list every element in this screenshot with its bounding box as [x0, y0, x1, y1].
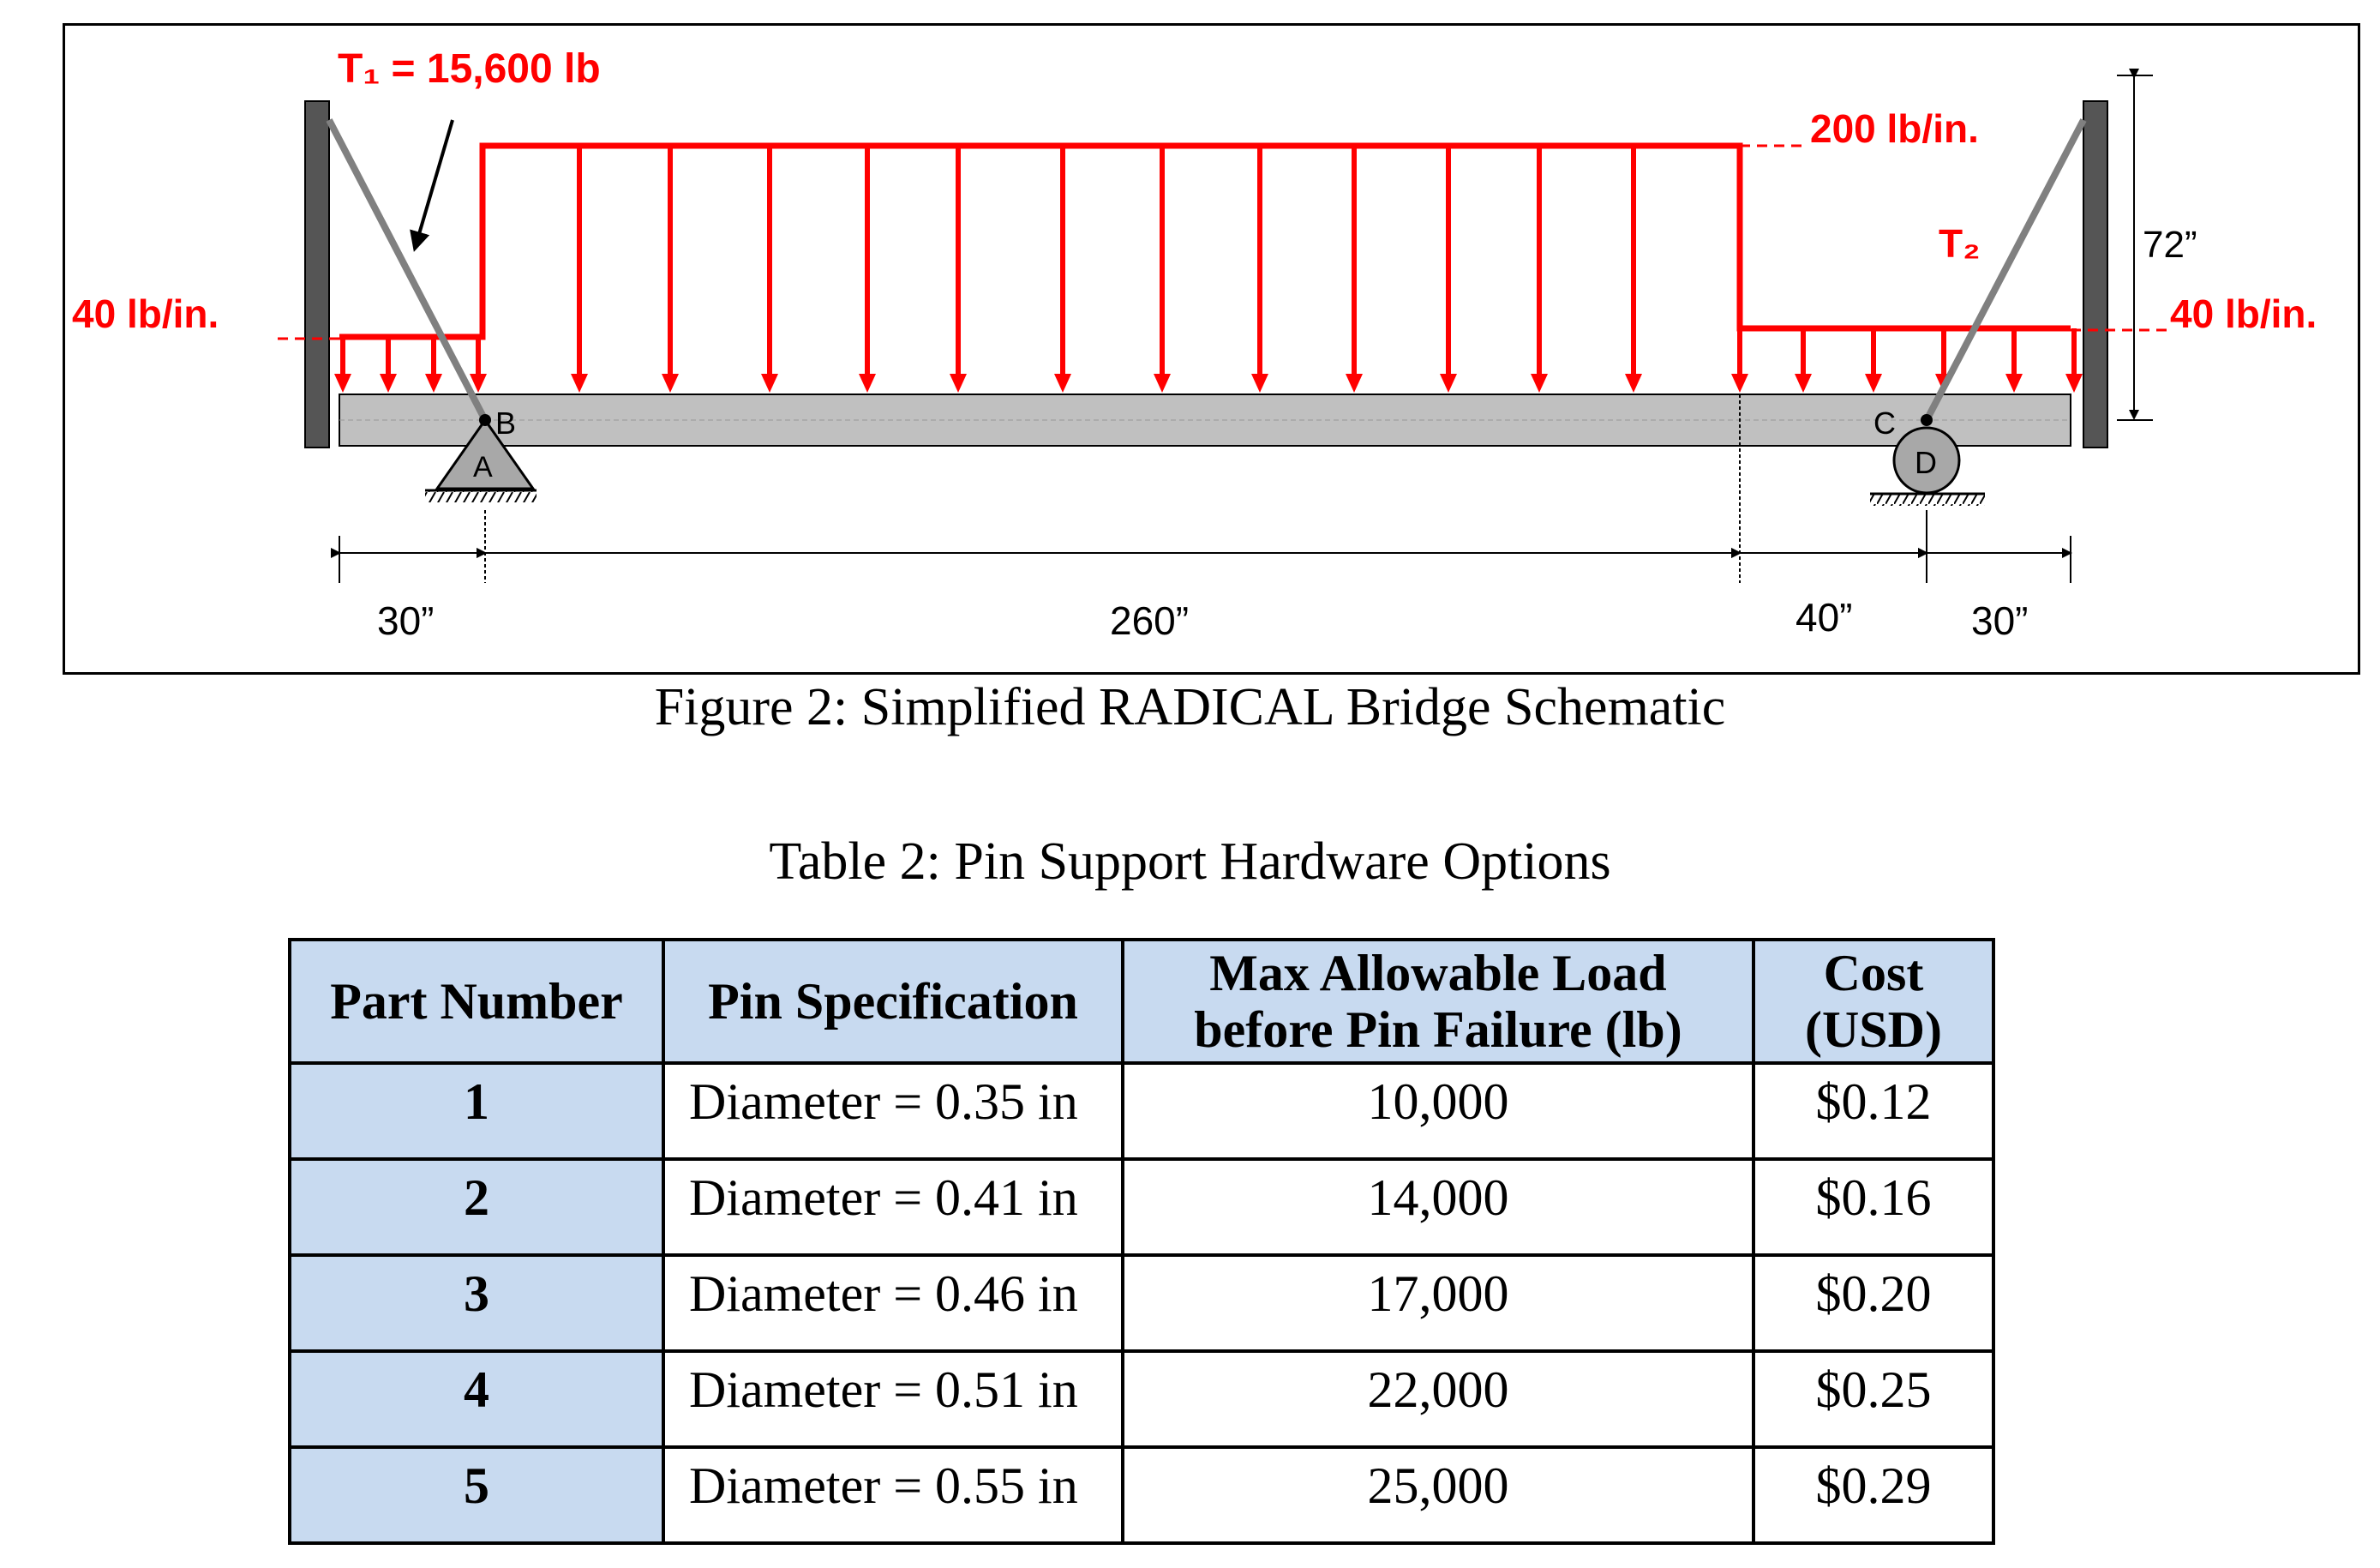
- cell-cost: $0.25: [1754, 1351, 1993, 1447]
- cell-spec: Diameter = 0.46 in: [663, 1255, 1123, 1351]
- distributed-load: [339, 146, 2071, 337]
- pin-hardware-table: [288, 938, 1995, 1545]
- cell-spec: Diameter = 0.55 in: [663, 1447, 1123, 1543]
- cell-spec: Diameter = 0.51 in: [663, 1351, 1123, 1447]
- load-arrow-head: [1154, 374, 1171, 393]
- load-arrow-head: [859, 374, 876, 393]
- load-arrow-head: [1346, 374, 1363, 393]
- load-arrow-head: [1531, 374, 1548, 393]
- load-arrow-head: [950, 374, 967, 393]
- dim-30-left: 30”: [377, 598, 435, 643]
- header-max-load-line1: Max Allowable Load: [1209, 945, 1667, 1001]
- cell-load: 22,000: [1123, 1351, 1754, 1447]
- point-c-label: C: [1873, 406, 1896, 441]
- cell-part: 1: [290, 1063, 663, 1159]
- header-max-load-line2: before Pin Failure (lb): [1194, 1001, 1682, 1058]
- load-arrow-head: [1625, 374, 1642, 393]
- point-b: [479, 414, 491, 426]
- table-row: [290, 1063, 1993, 1159]
- cell-spec: Diameter = 0.41 in: [663, 1159, 1123, 1255]
- point-a-label: A: [473, 451, 493, 484]
- load-arrow-head: [662, 374, 679, 393]
- load-arrow-head: [2065, 374, 2083, 393]
- table-row: [290, 1351, 1993, 1447]
- load-arrow-head: [1795, 374, 1812, 393]
- load-arrow-head: [334, 374, 351, 393]
- figure-caption: Figure 2: Simplified RADICAL Bridge Schematic: [654, 678, 1726, 736]
- cable-t2: [1927, 120, 2083, 420]
- load-arrow-head: [761, 374, 778, 393]
- load-arrow-head: [1731, 374, 1748, 393]
- dim-260: 260”: [1110, 598, 1190, 643]
- left-wall: [305, 101, 329, 448]
- load-arrow-head: [425, 374, 442, 393]
- cell-cost: $0.20: [1754, 1255, 1993, 1351]
- load-arrow-head: [380, 374, 397, 393]
- point-c: [1921, 414, 1933, 426]
- bridge-schematic: [0, 0, 2380, 686]
- header-max-load: [1123, 940, 1754, 1063]
- header-cost: [1754, 940, 1993, 1063]
- cell-part: 5: [290, 1447, 663, 1543]
- cell-load: 17,000: [1123, 1255, 1754, 1351]
- t1-label: T₁ = 15,600 lb: [338, 46, 601, 92]
- height-label: 72”: [2143, 224, 2197, 266]
- load-arrow-head: [1440, 374, 1457, 393]
- t1-pointer: [415, 120, 453, 249]
- cell-part: 2: [290, 1159, 663, 1255]
- cell-spec: Diameter = 0.35 in: [663, 1063, 1123, 1159]
- header-cost-line2: (USD): [1805, 1001, 1942, 1058]
- cell-load: 25,000: [1123, 1447, 1754, 1543]
- table-row: [290, 1255, 1993, 1351]
- t2-label: T₂: [1939, 221, 1981, 266]
- cell-load: 14,000: [1123, 1159, 1754, 1255]
- header-cost-line1: Cost: [1823, 945, 1924, 1001]
- load-arrow-head: [1865, 374, 1882, 393]
- header-pin-spec: Pin Specification: [663, 940, 1123, 1063]
- load-left-label: 40 lb/in.: [72, 291, 219, 336]
- load-right-label: 40 lb/in.: [2170, 291, 2317, 336]
- table-header-row: [290, 940, 1993, 1063]
- load-arrow-head: [571, 374, 588, 393]
- load-arrow-head: [1054, 374, 1071, 393]
- load-arrow-head: [1251, 374, 1268, 393]
- cell-cost: $0.12: [1754, 1063, 1993, 1159]
- load-middle-label: 200 lb/in.: [1810, 106, 1979, 151]
- cell-cost: $0.29: [1754, 1447, 1993, 1543]
- load-arrow-head: [2005, 374, 2023, 393]
- load-arrows: [334, 146, 2083, 393]
- table-caption: Table 2: Pin Support Hardware Options: [769, 832, 1611, 891]
- cell-load: 10,000: [1123, 1063, 1754, 1159]
- table-row: [290, 1447, 1993, 1543]
- table-row: [290, 1159, 1993, 1255]
- header-part-number: Part Number: [290, 940, 663, 1063]
- dim-30-right: 30”: [1971, 598, 2029, 643]
- cell-cost: $0.16: [1754, 1159, 1993, 1255]
- point-b-label: B: [495, 406, 517, 441]
- cell-part: 4: [290, 1351, 663, 1447]
- point-d-label: D: [1915, 445, 1937, 480]
- dim-40: 40”: [1795, 595, 1853, 640]
- cable-t1: [329, 120, 485, 420]
- right-wall: [2083, 101, 2107, 448]
- cell-part: 3: [290, 1255, 663, 1351]
